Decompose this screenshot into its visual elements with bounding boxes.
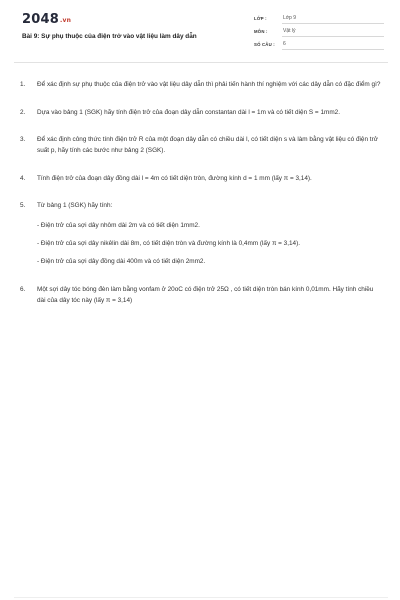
mon-value: Vật lý: [283, 28, 296, 34]
question-text: Để xác định công thức tính điện trở R của một đoạn dây dẫn có chiều dài l, có tiết diện s và làm bằng vật liệu có điện trở suất p, hãy tính các bước như bảng 2 (SGK).: [37, 136, 378, 154]
question-5: [20, 200, 382, 267]
question-number: 1.: [20, 81, 26, 88]
meta-row-socau: [254, 40, 384, 53]
sub-question: - Điện trở của sợi dây nikêlin dài 8m, có tiết diện tròn và đường kính là 0,4mm (lấy π = 3,14).: [37, 240, 300, 247]
page-bottom-edge: [14, 597, 388, 598]
logo-suffix: .vn: [59, 17, 72, 24]
lop-value: Lớp 9: [283, 15, 297, 21]
document-title: Bài 9: Sự phụ thuộc của điện trở vào vật liệu làm dây dẫn: [22, 33, 197, 40]
socau-value: 6: [283, 41, 286, 47]
mon-label: MÔN :: [254, 29, 268, 34]
site-logo[interactable]: [22, 12, 71, 27]
sub-question: - Điện trở của sợi dây đồng dài 400m và có tiết diện 2mm2.: [37, 258, 206, 265]
question-4: [20, 173, 382, 184]
question-text: Dựa vào bảng 1 (SGK) hãy tính điện trở của đoạn dây dẫn constantan dài l = 1m và có tiết diện S = 1mm2.: [37, 108, 340, 116]
question-number: 3.: [20, 136, 26, 143]
question-text: Tính điện trở của đoạn dây đồng dài l = 4m có tiết diện tròn, đường kính d = 1 mm (lấy π = 3,14).: [37, 174, 312, 182]
question-3: [20, 134, 382, 156]
question-text: Từ bảng 1 (SGK) hãy tính:: [37, 202, 113, 209]
question-text: Để xác định sự phụ thuộc của điện trở vào vật liệu dây dẫn thì phải tiến hành thí nghiệm với các dây dẫn có đặc điểm gì?: [37, 81, 381, 88]
socau-label: SỐ CÂU :: [254, 42, 275, 47]
meta-underline: [282, 49, 384, 50]
meta-panel: [254, 14, 384, 53]
question-number: 5.: [20, 202, 26, 209]
sub-question: - Điện trở của sợi dây nhôm dài 2m và có tiết diện 1mm2.: [37, 222, 200, 229]
meta-row-mon: [254, 27, 384, 40]
meta-underline: [282, 23, 384, 24]
document-header: [0, 0, 400, 62]
meta-underline: [282, 36, 384, 37]
lop-label: LỚP :: [254, 16, 267, 21]
question-2: [20, 107, 382, 118]
question-number: 4.: [20, 174, 26, 182]
header-divider: [14, 62, 388, 63]
question-number: 6.: [20, 285, 26, 293]
question-list: [20, 79, 382, 322]
meta-row-lop: [254, 14, 384, 27]
question-text: Một sợi dây tóc bóng đèn làm bằng vonfam ở 20oC có điện trở 25Ω , có tiết diện tròn bán kính 0,01mm. Hãy tính chiều dài của dây tóc này (lấy π = 3,14): [37, 285, 374, 304]
logo-text: 2048: [22, 12, 59, 27]
question-number: 2.: [20, 108, 26, 116]
question-6: [20, 284, 382, 306]
question-1: [20, 79, 382, 90]
